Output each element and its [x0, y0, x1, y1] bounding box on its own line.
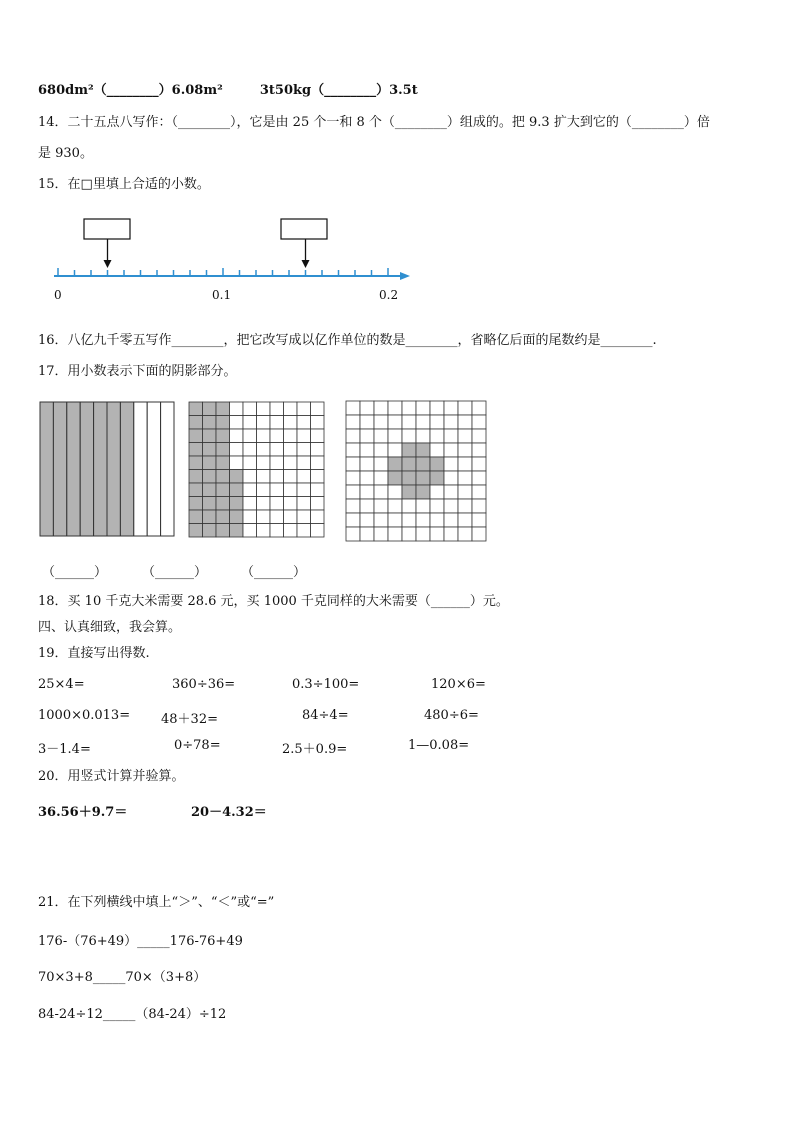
grid-cell — [388, 415, 402, 429]
grid-cell — [402, 513, 416, 527]
grid-cell — [374, 485, 388, 499]
grid-cell — [444, 457, 458, 471]
grid-cell — [360, 485, 374, 499]
q16-text: 16．八亿九千零五写作________，把它改写成以亿作单位的数是________，省略亿后面的尾数约是________. — [38, 333, 657, 348]
grid-cell — [203, 456, 217, 470]
grid-cell — [257, 416, 271, 430]
grid-cell — [374, 429, 388, 443]
grid-cell — [416, 527, 430, 541]
grid-cell — [374, 401, 388, 415]
q20-item-2: 20－4.32＝ — [191, 805, 267, 820]
grid-cell — [458, 457, 472, 471]
q17-text: 17．用小数表示下面的阴影部分。 — [38, 364, 237, 379]
grid-cell — [360, 429, 374, 443]
grid-cell — [458, 485, 472, 499]
grid-cell — [311, 510, 325, 524]
grid-cell — [203, 429, 217, 443]
grid-cell — [284, 429, 298, 443]
answer-box — [84, 219, 130, 239]
grid-cell — [189, 443, 203, 457]
grid-cell — [297, 416, 311, 430]
grid-cell — [270, 416, 284, 430]
grid-cell — [444, 429, 458, 443]
grid-cell — [388, 513, 402, 527]
grid-cell — [360, 457, 374, 471]
grid-cell — [346, 429, 360, 443]
grid-cell — [458, 415, 472, 429]
grid-cell — [203, 524, 217, 538]
grid-cell — [311, 524, 325, 538]
tick-label-0: 0 — [54, 288, 62, 302]
grid-cell — [216, 483, 230, 497]
grid-cell — [472, 429, 486, 443]
grid-cell — [444, 401, 458, 415]
grid-cell — [243, 483, 257, 497]
grid-cell — [216, 470, 230, 484]
grid-cell — [388, 443, 402, 457]
grid-cell — [243, 497, 257, 511]
grid-cell — [360, 471, 374, 485]
grid-cell — [189, 429, 203, 443]
strip-cell — [94, 402, 107, 536]
grid-cell — [257, 524, 271, 538]
grid-cell — [402, 415, 416, 429]
q19-r2c2: 48＋32= — [161, 712, 218, 727]
q19-r2c4: 480÷6= — [424, 708, 479, 723]
grid-cell — [297, 429, 311, 443]
grid-cell — [257, 510, 271, 524]
grid-cell — [230, 510, 244, 524]
grid-cell — [230, 402, 244, 416]
answer-box — [281, 219, 327, 239]
grid-cell — [346, 499, 360, 513]
grid-cell — [284, 483, 298, 497]
grid-cell — [243, 416, 257, 430]
grid-cell — [297, 456, 311, 470]
grid-cell — [430, 457, 444, 471]
q13-part-a: 680dm²（________）6.08m² — [38, 83, 223, 98]
q19-r1c2: 360÷36= — [172, 677, 236, 692]
q19-r3c1: 3－1.4= — [38, 742, 91, 757]
grid-cell — [257, 470, 271, 484]
grid-cell — [346, 415, 360, 429]
grid-cell — [402, 471, 416, 485]
grid-cell — [189, 524, 203, 538]
grid-cell — [346, 471, 360, 485]
grid-cell — [297, 443, 311, 457]
grid-cell — [472, 401, 486, 415]
grid-cell — [189, 470, 203, 484]
grid-cell — [388, 471, 402, 485]
q13-line — [38, 82, 418, 100]
grid-cell — [416, 513, 430, 527]
grid-cell — [346, 485, 360, 499]
grid-cell — [430, 443, 444, 457]
grid-cell — [388, 457, 402, 471]
q19-r3c3: 2.5＋0.9= — [282, 742, 348, 757]
q21-text: 21．在下列横线中填上“＞”、“＜”或“=” — [38, 895, 275, 910]
q14-line1: 14．二十五点八写作：（________），它是由 25 个一和 8 个（________）组成的。把 9.3 扩大到它的（________）倍 — [38, 115, 710, 130]
grid-cell — [402, 429, 416, 443]
grid-cell — [444, 485, 458, 499]
grid-cell — [297, 524, 311, 538]
q21-item-3: 84-24÷12_____（84-24）÷12 — [38, 1007, 227, 1022]
grid-cell — [346, 457, 360, 471]
grid-cell — [458, 443, 472, 457]
grid-cell — [216, 524, 230, 538]
grid-cell — [189, 456, 203, 470]
q21-item-1: 176-（76+49）_____176-76+49 — [38, 934, 243, 949]
grid-cell — [458, 513, 472, 527]
grid-cell — [270, 524, 284, 538]
grid-cell — [458, 401, 472, 415]
grid-cell — [388, 401, 402, 415]
section-4-heading: 四、认真细致，我会算。 — [38, 620, 182, 635]
q19-r3c2: 0÷78= — [174, 738, 221, 753]
grid-cell — [230, 483, 244, 497]
grid-cell — [189, 510, 203, 524]
grid-cell — [270, 443, 284, 457]
grid-cell — [374, 513, 388, 527]
grid-cell — [270, 470, 284, 484]
grid-cell — [416, 415, 430, 429]
grid-cell — [472, 513, 486, 527]
grid-cell — [402, 401, 416, 415]
grid-cell — [203, 470, 217, 484]
grid-cell — [346, 527, 360, 541]
grid-cell — [203, 483, 217, 497]
grid-cell — [216, 402, 230, 416]
grid-cell — [243, 470, 257, 484]
q18-text: 18．买 10 千克大米需要 28.6 元，买 1000 千克同样的大米需要（______）元。 — [38, 594, 509, 609]
grid-cell — [430, 429, 444, 443]
strip-cell — [40, 402, 53, 536]
grid-cell — [416, 401, 430, 415]
strip-cell — [107, 402, 120, 536]
grid-cell — [374, 471, 388, 485]
grid-cell — [284, 416, 298, 430]
grid-cell — [472, 457, 486, 471]
grid-cell — [458, 499, 472, 513]
grid-cell — [284, 510, 298, 524]
grid-cell — [346, 513, 360, 527]
grid-cell — [444, 471, 458, 485]
grid-cell — [257, 429, 271, 443]
grid-cell — [189, 483, 203, 497]
grid-cell — [360, 527, 374, 541]
grid-cell — [416, 499, 430, 513]
number-line-arrow — [400, 272, 410, 280]
grid-cell — [444, 513, 458, 527]
grid-cell — [402, 499, 416, 513]
grid-cell — [270, 497, 284, 511]
grid-cell — [284, 443, 298, 457]
grid-cell — [284, 470, 298, 484]
grid-figure-3 — [345, 400, 488, 543]
grid-cell — [203, 443, 217, 457]
grid-cell — [402, 457, 416, 471]
grid-cell — [270, 429, 284, 443]
grid-cell — [430, 485, 444, 499]
grid-cell — [270, 456, 284, 470]
grid-cell — [416, 471, 430, 485]
q20-text: 20．用竖式计算并验算。 — [38, 769, 185, 784]
grid-cell — [297, 483, 311, 497]
grid-cell — [430, 415, 444, 429]
grid-cell — [472, 471, 486, 485]
grid-cell — [402, 443, 416, 457]
grid-cell — [270, 483, 284, 497]
grid-cell — [297, 470, 311, 484]
grid-cell — [311, 416, 325, 430]
grid-cell — [270, 510, 284, 524]
grid-cell — [458, 471, 472, 485]
grid-cell — [230, 497, 244, 511]
grid-cell — [230, 416, 244, 430]
grid-cell — [360, 443, 374, 457]
grid-cell — [360, 415, 374, 429]
grid-cell — [257, 483, 271, 497]
grid-cell — [416, 429, 430, 443]
grid-cell — [230, 443, 244, 457]
tick-label-0.2: 0.2 — [379, 288, 399, 302]
grid-cell — [257, 402, 271, 416]
grid-cell — [360, 513, 374, 527]
grid-cell — [374, 499, 388, 513]
grid-cell — [297, 402, 311, 416]
grid-cell — [458, 429, 472, 443]
grid-cell — [360, 499, 374, 513]
grid-cell — [230, 470, 244, 484]
grid-cell — [216, 456, 230, 470]
grid-cell — [444, 443, 458, 457]
grid-cell — [360, 401, 374, 415]
grid-cell — [346, 443, 360, 457]
grid-cell — [416, 457, 430, 471]
grid-cell — [257, 443, 271, 457]
q14-line2: 是 930。 — [38, 146, 93, 161]
grid-cell — [430, 401, 444, 415]
grid-cell — [374, 443, 388, 457]
grid-cell — [297, 510, 311, 524]
grid-cell — [374, 527, 388, 541]
grid-cell — [444, 415, 458, 429]
grid-cell — [311, 483, 325, 497]
grid-cell — [284, 497, 298, 511]
strip-cell — [80, 402, 93, 536]
grid-cell — [311, 456, 325, 470]
grid-cell — [284, 402, 298, 416]
q20-item-1: 36.56＋9.7＝ — [38, 805, 128, 820]
grid-cell — [388, 527, 402, 541]
grid-cell — [216, 497, 230, 511]
grid-cell — [444, 499, 458, 513]
grid-cell — [189, 402, 203, 416]
grid-cell — [297, 497, 311, 511]
strip-cell — [147, 402, 160, 536]
grid-cell — [472, 527, 486, 541]
grid-cell — [270, 402, 284, 416]
pointer-arrow-head — [302, 260, 310, 268]
grid-cell — [189, 497, 203, 511]
grid-cell — [243, 524, 257, 538]
grid-cell — [388, 485, 402, 499]
grid-cell — [243, 510, 257, 524]
q19-r1c4: 120×6= — [431, 677, 486, 692]
grid-cell — [472, 415, 486, 429]
strip-cell — [53, 402, 66, 536]
strip-cell — [161, 402, 174, 536]
grid-cell — [257, 497, 271, 511]
grid-cell — [203, 416, 217, 430]
grid-cell — [189, 416, 203, 430]
grid-cell — [430, 499, 444, 513]
q17-answer-2: （______） — [142, 565, 208, 580]
grid-cell — [203, 402, 217, 416]
grid-cell — [230, 456, 244, 470]
strip-cell — [134, 402, 147, 536]
grid-cell — [216, 429, 230, 443]
q17-answer-3: （______） — [241, 565, 307, 580]
strip-cell — [67, 402, 80, 536]
grid-figure-1 — [39, 401, 175, 539]
grid-cell — [230, 524, 244, 538]
q19-r2c3: 84÷4= — [302, 708, 349, 723]
grid-cell — [243, 402, 257, 416]
grid-cell — [416, 485, 430, 499]
q15-text: 15．在□里填上合适的小数。 — [38, 177, 210, 192]
grid-cell — [243, 429, 257, 443]
grid-cell — [243, 456, 257, 470]
q19-r1c3: 0.3÷100= — [292, 677, 360, 692]
grid-cell — [416, 443, 430, 457]
q13-part-b: 3t50kg（________）3.5t — [259, 83, 418, 98]
grid-cell — [374, 457, 388, 471]
grid-cell — [388, 499, 402, 513]
pointer-arrow-head — [104, 260, 112, 268]
grid-cell — [311, 470, 325, 484]
q19-r1c1: 25×4= — [38, 677, 85, 692]
grid-cell — [311, 402, 325, 416]
strip-cell — [120, 402, 133, 536]
grid-cell — [472, 499, 486, 513]
q19-text: 19．直接写出得数. — [38, 646, 150, 661]
grid-cell — [216, 510, 230, 524]
grid-cell — [430, 527, 444, 541]
grid-cell — [203, 510, 217, 524]
grid-cell — [311, 443, 325, 457]
grid-cell — [472, 443, 486, 457]
grid-cell — [430, 471, 444, 485]
grid-cell — [388, 429, 402, 443]
grid-cell — [458, 527, 472, 541]
grid-cell — [216, 416, 230, 430]
q19-r2c1: 1000×0.013= — [38, 708, 131, 723]
grid-cell — [311, 497, 325, 511]
q21-item-2: 70×3+8_____70×（3+8） — [38, 970, 207, 985]
grid-cell — [230, 429, 244, 443]
grid-cell — [402, 527, 416, 541]
grid-cell — [284, 456, 298, 470]
grid-cell — [472, 485, 486, 499]
tick-label-0.1: 0.1 — [212, 288, 232, 302]
grid-cell — [284, 524, 298, 538]
grid-cell — [311, 429, 325, 443]
grid-cell — [444, 527, 458, 541]
grid-cell — [216, 443, 230, 457]
grid-figure-2 — [188, 401, 326, 539]
q17-answer-1: （______） — [42, 565, 108, 580]
q19-r3c4: 1—0.08= — [408, 738, 470, 753]
grid-cell — [430, 513, 444, 527]
grid-cell — [346, 401, 360, 415]
grid-cell — [257, 456, 271, 470]
grid-cell — [402, 485, 416, 499]
grid-cell — [374, 415, 388, 429]
grid-cell — [243, 443, 257, 457]
grid-cell — [203, 497, 217, 511]
